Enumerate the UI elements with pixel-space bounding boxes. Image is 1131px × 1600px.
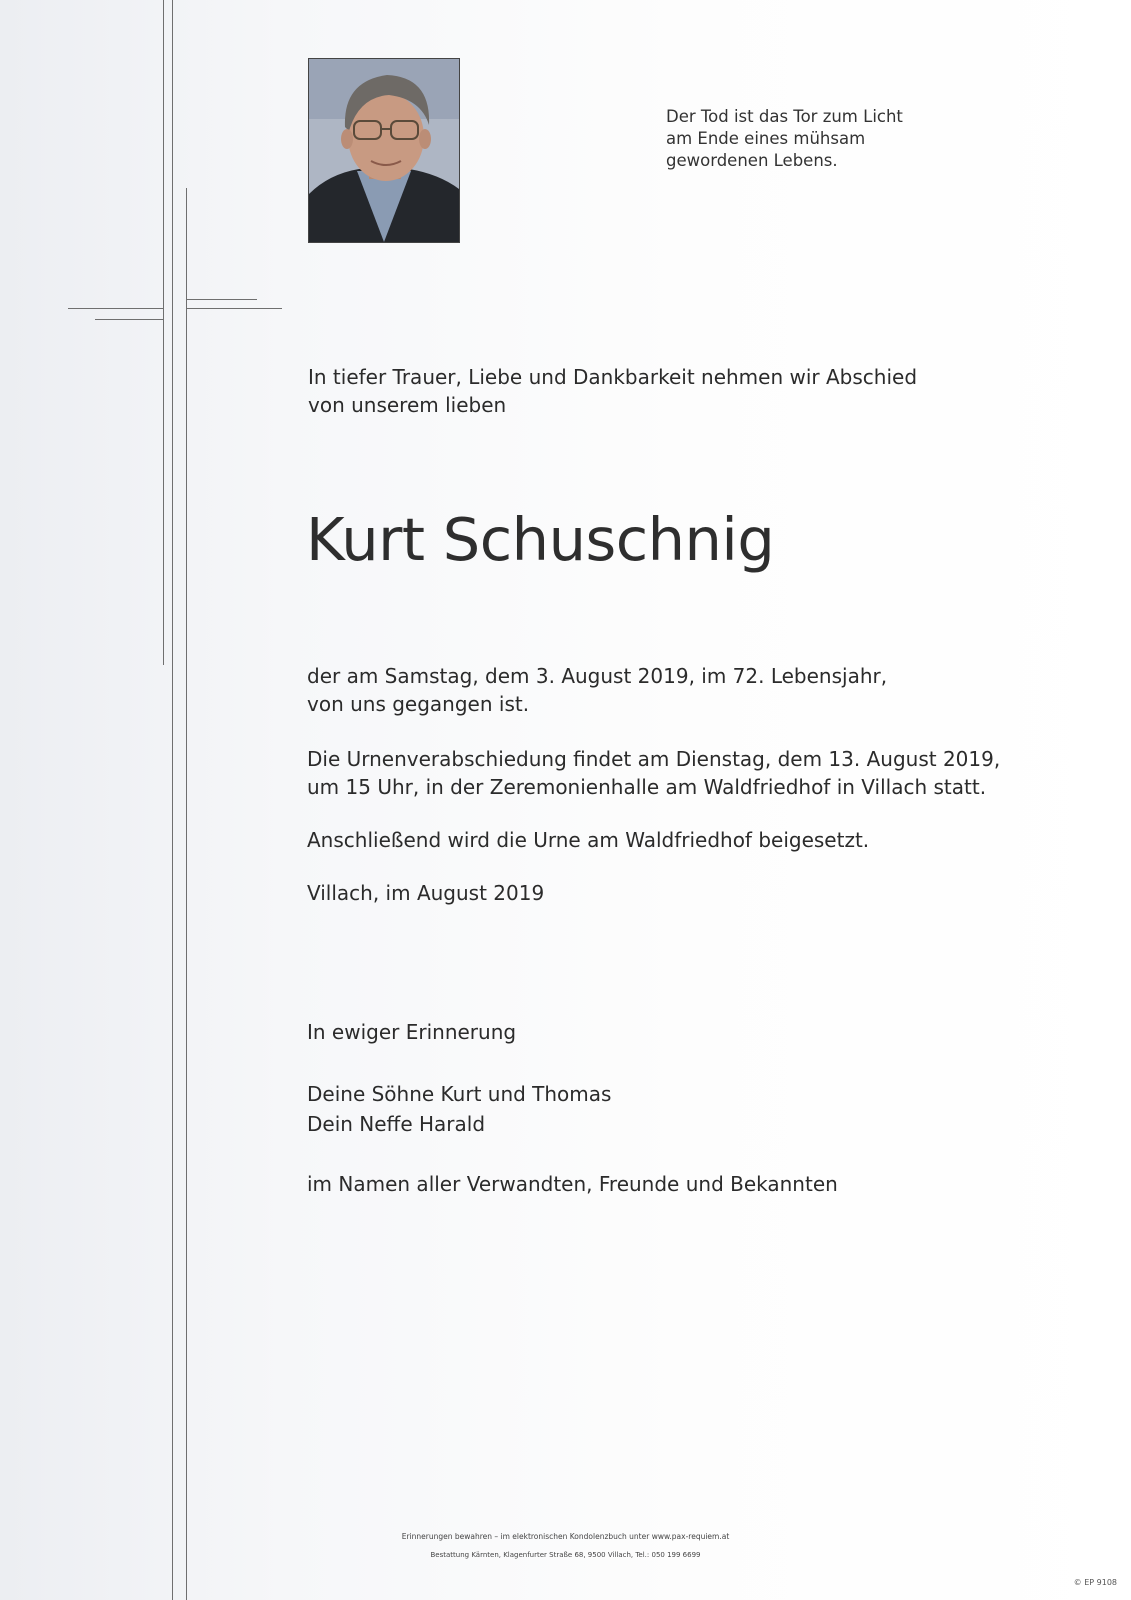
cross-horizontal-line-left (68, 308, 164, 309)
intro-text: In tiefer Trauer, Liebe und Dankbarkeit nehmen wir Abschied von unserem lieben (308, 365, 918, 417)
on-behalf-text: im Namen aller Verwandten, Freunde und Bekannten (307, 1172, 838, 1196)
cross-vertical-line-inner (186, 188, 187, 1600)
place-date-text: Villach, im August 2019 (307, 881, 545, 905)
cross-short-line-right (186, 299, 257, 300)
mourners-text: Deine Söhne Kurt und Thomas Dein Neffe Harald (307, 1082, 612, 1136)
portrait-photo (308, 58, 460, 243)
document-code: © EP 9108 (1073, 1578, 1117, 1587)
cross-short-line-left (95, 319, 164, 320)
remembrance-text: In ewiger Erinnerung (307, 1020, 517, 1044)
deceased-name: Kurt Schuschnig (306, 505, 775, 574)
portrait-icon (309, 59, 459, 242)
motto-quote: Der Tod ist das Tor zum Licht am Ende eines mühsam gewordenen Lebens. (666, 107, 903, 170)
cross-horizontal-line-right (186, 308, 282, 309)
death-notice-text: der am Samstag, dem 3. August 2019, im 72. Lebensjahr, von uns gegangen ist. (307, 664, 888, 716)
burial-text: Anschließend wird die Urne am Waldfriedhof beigesetzt. (307, 828, 870, 852)
ceremony-text: Die Urnenverabschiedung findet am Dienstag, dem 13. August 2019, um 15 Uhr, in der Zeremonienhalle am Waldfriedhof in Villach statt. (307, 747, 1001, 799)
footer-address-line: Bestattung Kärnten, Klagenfurter Straße 68, 9500 Villach, Tel.: 050 199 6699 (430, 1551, 701, 1559)
cross-vertical-line-long (172, 0, 173, 1600)
cross-vertical-line-left (163, 0, 164, 665)
footer-condolence-line: Erinnerungen bewahren – im elektronischen Kondolenzbuch unter www.pax-requiem.at (401, 1532, 730, 1541)
